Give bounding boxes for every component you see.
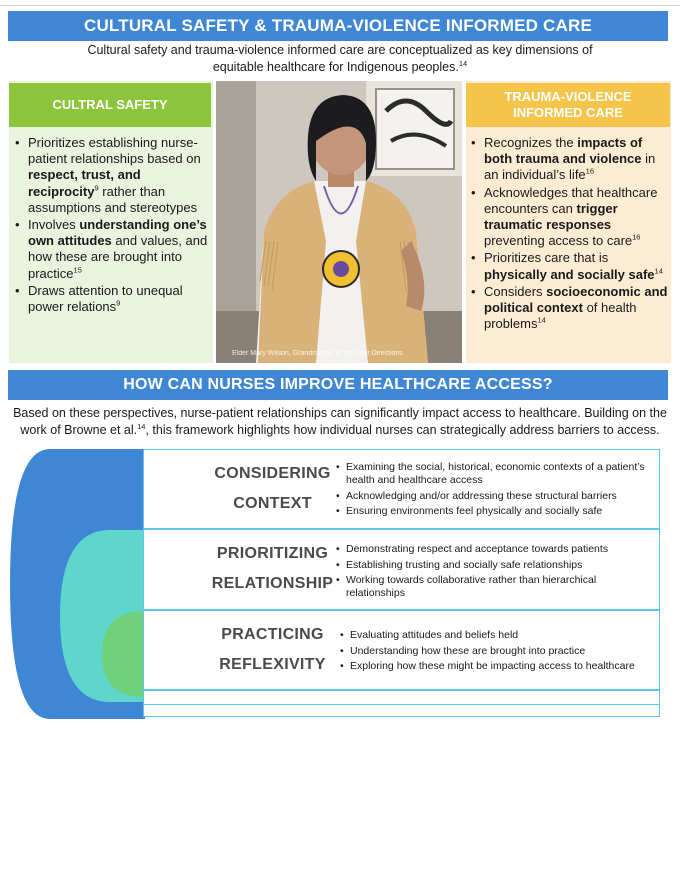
elder-photo bbox=[216, 81, 462, 363]
list-item bbox=[336, 559, 658, 572]
bullet-text: Considers bbox=[484, 283, 547, 299]
bullet-icon: • bbox=[15, 135, 20, 150]
bullet-text: Establishing trusting and socially safe relationships bbox=[346, 558, 583, 571]
list-item bbox=[336, 574, 658, 600]
bullet-text: in an individual’s life bbox=[484, 151, 656, 183]
title-line: PRIORITIZING bbox=[216, 545, 329, 562]
title-line: CONSIDERING bbox=[214, 465, 331, 482]
bullet-icon: • bbox=[15, 282, 20, 298]
paragraph-line: Based on these perspectives, nurse-patient relationships can significantly impact access to healthcare. Building on the bbox=[13, 406, 667, 420]
bullet-icon: • bbox=[340, 629, 344, 641]
heading-line: TRAUMA-VIOLENCE bbox=[504, 89, 632, 104]
bullet-icon: • bbox=[336, 543, 340, 555]
trauma-violence-heading bbox=[466, 83, 670, 127]
bullet-text: Recognizes the bbox=[484, 135, 578, 150]
practicing-reflexivity-title bbox=[210, 620, 335, 680]
bullet-text: Understanding how these are brought into practice bbox=[350, 644, 586, 657]
main-title-banner: CULTURAL SAFETY & TRAUMA-VIOLENCE INFORMED CARE bbox=[8, 11, 668, 41]
heading-line: INFORMED CARE bbox=[513, 105, 623, 120]
list-item bbox=[470, 284, 670, 333]
ref-sup: 14 bbox=[654, 266, 663, 276]
bullet-icon: • bbox=[340, 660, 344, 672]
list-item bbox=[470, 185, 670, 250]
bullet-emphasis: respect, trust, and reciprocity bbox=[28, 167, 141, 199]
bullet-text: Evaluating attitudes and beliefs held bbox=[350, 629, 519, 641]
list-item bbox=[14, 217, 210, 282]
bullet-emphasis: impacts of both trauma and violence bbox=[484, 135, 643, 167]
bullet-text: of health problems bbox=[484, 300, 637, 332]
cultural-safety-heading: CULTRAL SAFETY bbox=[9, 83, 211, 127]
ref-sup: 16 bbox=[585, 167, 595, 177]
intro-line1: Cultural safety and trauma-violence informed care are conceptualized as key dimensions of bbox=[87, 43, 593, 57]
bullet-text: and values, and how these are brought into practice bbox=[28, 233, 208, 281]
bullet-icon: • bbox=[15, 217, 20, 233]
bullet-emphasis: socioeconomic and political context bbox=[484, 283, 668, 316]
bullet-text: Prioritizes care that is bbox=[484, 250, 609, 266]
considering-context-title bbox=[205, 459, 340, 519]
photo-caption: Elder Mary Wilson, Grandmother of the Four Directions bbox=[232, 350, 403, 357]
prioritizing-relationship-title bbox=[205, 539, 340, 599]
empty-box bbox=[143, 704, 660, 717]
bullet-text: Acknowledging and/or addressing these structural barriers bbox=[346, 489, 617, 502]
intro-ref: 14 bbox=[458, 58, 468, 68]
bullet-text: Demonstrating respect and acceptance towards patients bbox=[346, 543, 609, 555]
bullet-icon: • bbox=[336, 489, 340, 502]
list-item bbox=[336, 461, 658, 487]
list-item bbox=[340, 660, 658, 673]
empty-box bbox=[143, 690, 660, 705]
top-divider bbox=[0, 5, 680, 6]
bullet-text: Exploring how these might be impacting access to healthcare bbox=[350, 660, 635, 672]
title-line: RELATIONSHIP bbox=[211, 575, 334, 592]
bullet-icon: • bbox=[336, 574, 340, 586]
bullet-text: Ensuring environments feel physically and socially safe bbox=[346, 505, 603, 517]
list-item bbox=[340, 629, 658, 642]
intro-line2: equitable healthcare for Indigenous peoples. bbox=[212, 60, 459, 74]
bullet-icon: • bbox=[336, 558, 340, 571]
title-line: CONTEXT bbox=[233, 495, 312, 512]
bullet-emphasis: understanding one’s own attitudes bbox=[28, 217, 207, 249]
bullet-icon: • bbox=[336, 505, 340, 517]
cultural-safety-list bbox=[14, 135, 210, 316]
bullet-icon: • bbox=[336, 461, 340, 473]
bullet-emphasis: trigger traumatic responses bbox=[484, 200, 618, 233]
ref-sup: 14 bbox=[137, 421, 146, 431]
context-bullets bbox=[336, 461, 658, 521]
list-item bbox=[14, 283, 210, 315]
bullet-icon: • bbox=[471, 283, 476, 299]
bullet-text: Acknowledges that healthcare encounters can bbox=[484, 184, 658, 216]
list-item bbox=[336, 505, 658, 518]
bullet-emphasis: physically and socially safe bbox=[484, 266, 655, 282]
section-title-banner: HOW CAN NURSES IMPROVE HEALTHCARE ACCESS? bbox=[8, 370, 668, 400]
bullet-icon: • bbox=[471, 184, 476, 200]
title-line: REFLEXIVITY bbox=[219, 656, 326, 673]
intro-text bbox=[30, 42, 650, 76]
bullet-text: Prioritizes establishing nurse-patient relationships based on bbox=[28, 135, 201, 167]
trauma-violence-list bbox=[470, 135, 670, 333]
list-item bbox=[340, 645, 658, 658]
bullet-icon: • bbox=[471, 135, 476, 150]
elder-portrait-image bbox=[216, 81, 462, 363]
bullet-text: rather than assumptions and stereotypes bbox=[28, 183, 198, 215]
paragraph-line: , this framework highlights how individual nurses can strategically address barriers to access. bbox=[145, 423, 660, 437]
bullet-text: Examining the social, historical, economic contexts of a patient’s health and healthcare access bbox=[346, 461, 645, 486]
bullet-icon: • bbox=[340, 644, 344, 657]
relationship-bullets bbox=[336, 543, 658, 603]
list-item bbox=[336, 543, 658, 556]
ref-sup: 15 bbox=[73, 265, 82, 275]
framework-intro-paragraph bbox=[0, 405, 680, 439]
bullet-icon: • bbox=[471, 250, 476, 266]
list-item bbox=[470, 250, 670, 282]
ref-sup: 9 bbox=[94, 183, 99, 193]
title-line: PRACTICING bbox=[221, 626, 324, 643]
ref-sup: 16 bbox=[632, 232, 641, 242]
list-item bbox=[14, 135, 210, 216]
ref-sup: 14 bbox=[537, 315, 546, 325]
bullet-text: Draws attention to unequal power relations bbox=[28, 282, 183, 315]
reflexivity-bullets bbox=[340, 629, 658, 676]
ref-sup: 9 bbox=[116, 298, 121, 308]
paragraph-line: work of Browne et al. bbox=[20, 423, 138, 437]
bullet-text: Working towards collaborative rather than hierarchical relationships bbox=[346, 574, 597, 599]
bullet-text: Involves bbox=[28, 217, 80, 233]
list-item bbox=[336, 490, 658, 503]
list-item bbox=[470, 135, 670, 184]
bullet-text: preventing access to care bbox=[484, 233, 633, 249]
